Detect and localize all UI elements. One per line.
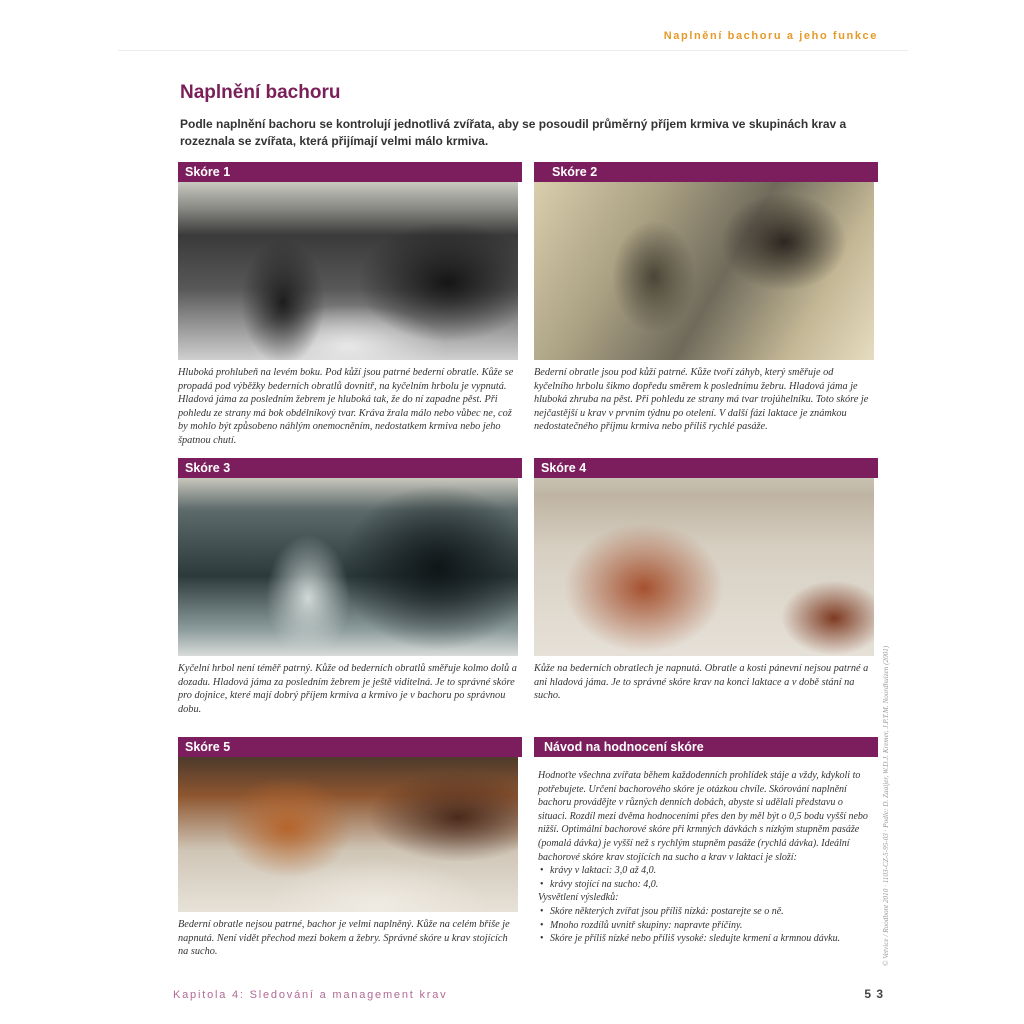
score-panel-5 [178, 737, 518, 959]
intro-paragraph: Podle naplnění bachoru se kontrolují jednotlivá zvířata, aby se posoudil průměrný příjem krmiva ve skupinách krav a rozeznala se zvířata, která přijímají velmi málo krmiva. [180, 117, 847, 148]
page-number: 5 3 [864, 987, 884, 1001]
score-1-photo [178, 182, 518, 360]
running-head: Naplnění bachoru a jeho funkce [663, 30, 878, 42]
guide-target-list [538, 864, 874, 891]
page-title: Naplnění bachoru [180, 82, 341, 103]
score-5-title: Skóre 5 [178, 737, 518, 757]
score-3-photo [178, 478, 518, 656]
score-4-title: Skóre 4 [534, 458, 874, 478]
score-panel-3 [178, 458, 518, 716]
list-item: • krávy v laktaci: 3,0 až 4,0. [550, 864, 874, 878]
score-4-photo [534, 478, 874, 656]
guide-body [538, 769, 874, 946]
score-2-photo [534, 182, 874, 360]
list-item: • Skóre je příliš nízké nebo příliš vysoké: sledujte krmení a krmnou dávku. [550, 932, 874, 946]
score-panel-1 [178, 162, 518, 448]
score-5-photo [178, 757, 518, 912]
list-item: • Mnoho rozdílů uvnitř skupiny: napravte příčiny. [550, 919, 874, 933]
guide-panel [534, 737, 874, 946]
guide-title: Návod na hodnocení skóre [534, 737, 874, 757]
guide-results-list [538, 905, 874, 946]
score-panel-4 [534, 458, 874, 703]
score-3-caption: Kyčelní hrbol není téměř patrný. Kůže od bederních obratlů směřuje kolmo dolů a dozadu. Hladová jáma za posledním žebrem je ještě viditelná. Je to správné skóre pro dojnice, které mají dobrý příjem krmiva a krmivo je v bachoru po správnou dobu. [178, 663, 517, 715]
copyright-side-note: © Vetvice / Roodbont 2010 · 1103-CZ-5-95-03 · Podle: D. Zaaijer, W.D.J. Kremer, J.P.T.M. Noordhuizen (2001) [882, 645, 890, 966]
score-2-title: Skóre 2 [534, 162, 874, 182]
guide-paragraph: Hodnoťte všechna zvířata během každodenních prohlídek stáje a vždy, kdykoli to potřebujete. Určení bachorového skóre je otázkou chvíle. Skórování naplnění bachoru provádějte v různých denních dobách, abyste si udělali představu o situaci. Rozdíl mezi dvěma hodnoceními přes den by měl být o 0,5 bodu vyšší nebo nižší. Optimální bachorové skóre při krmných dávkách s nízkým stupněm pasáže (pomalá dávka) je vyšší než s rychlým stupněm pasáže (rychlá dávka). Ideální bachorové skóre krav stojících na sucho a krav v laktaci je složí: [538, 770, 868, 863]
score-5-caption: Bederní obratle nejsou patrné, bachor je velmi naplněný. Kůže na celém břiše je napnutá. Není vidět přechod mezi bokem a žebry. Správné skóre u krav stojících na sucho. [178, 919, 510, 958]
score-4-caption: Kůže na bederních obratlech je napnutá. Obratle a kosti pánevní nejsou patrné a ani hladová jáma. Je to správné skóre krav na konci laktace a v době stání na sucho. [534, 663, 869, 702]
header-divider [118, 50, 908, 51]
score-2-caption: Bederní obratle jsou pod kůží patrné. Kůže tvoří záhyb, který směřuje od kyčelního hrbolu šikmo dopředu směrem k poslednímu žebru. Hladová jáma je hluboká zhruba na pěst. Při pohledu ze strany má tvar trojúhelníku. Toto skóre je nejčastější u krav v prvním týdnu po otelení. V další fázi laktace je známkou nedostatečného příjmu krmiva nebo příliš rychlé pasáže. [534, 367, 869, 433]
list-item: • krávy stojící na sucho: 4,0. [550, 878, 874, 892]
footer-chapter: Kapitola 4: Sledování a management krav [173, 989, 448, 1001]
score-1-title: Skóre 1 [178, 162, 518, 182]
score-3-title: Skóre 3 [178, 458, 518, 478]
score-1-caption: Hluboká prohlubeň na levém boku. Pod kůží jsou patrné bederní obratle. Kůže se propadá pod výběžky bederních obratlů dovnitř, na kyčelním hrbolu je vypnutá. Hladová jáma za posledním žebrem je hluboká tak, že do ní zapadne pěst. Při pohledu ze strany má bok obdélníkový tvar. Kráva žrala málo nebo vůbec ne, což by mohlo být způsobeno náhlým onemocněním, nedostatkem krmiva nebo jeho špatnou chutí. [178, 367, 514, 446]
score-panel-2 [534, 162, 874, 434]
guide-results-label: Vysvětlení výsledků: [538, 892, 619, 904]
list-item: • Skóre některých zvířat jsou příliš nízká: postarejte se o ně. [550, 905, 874, 919]
